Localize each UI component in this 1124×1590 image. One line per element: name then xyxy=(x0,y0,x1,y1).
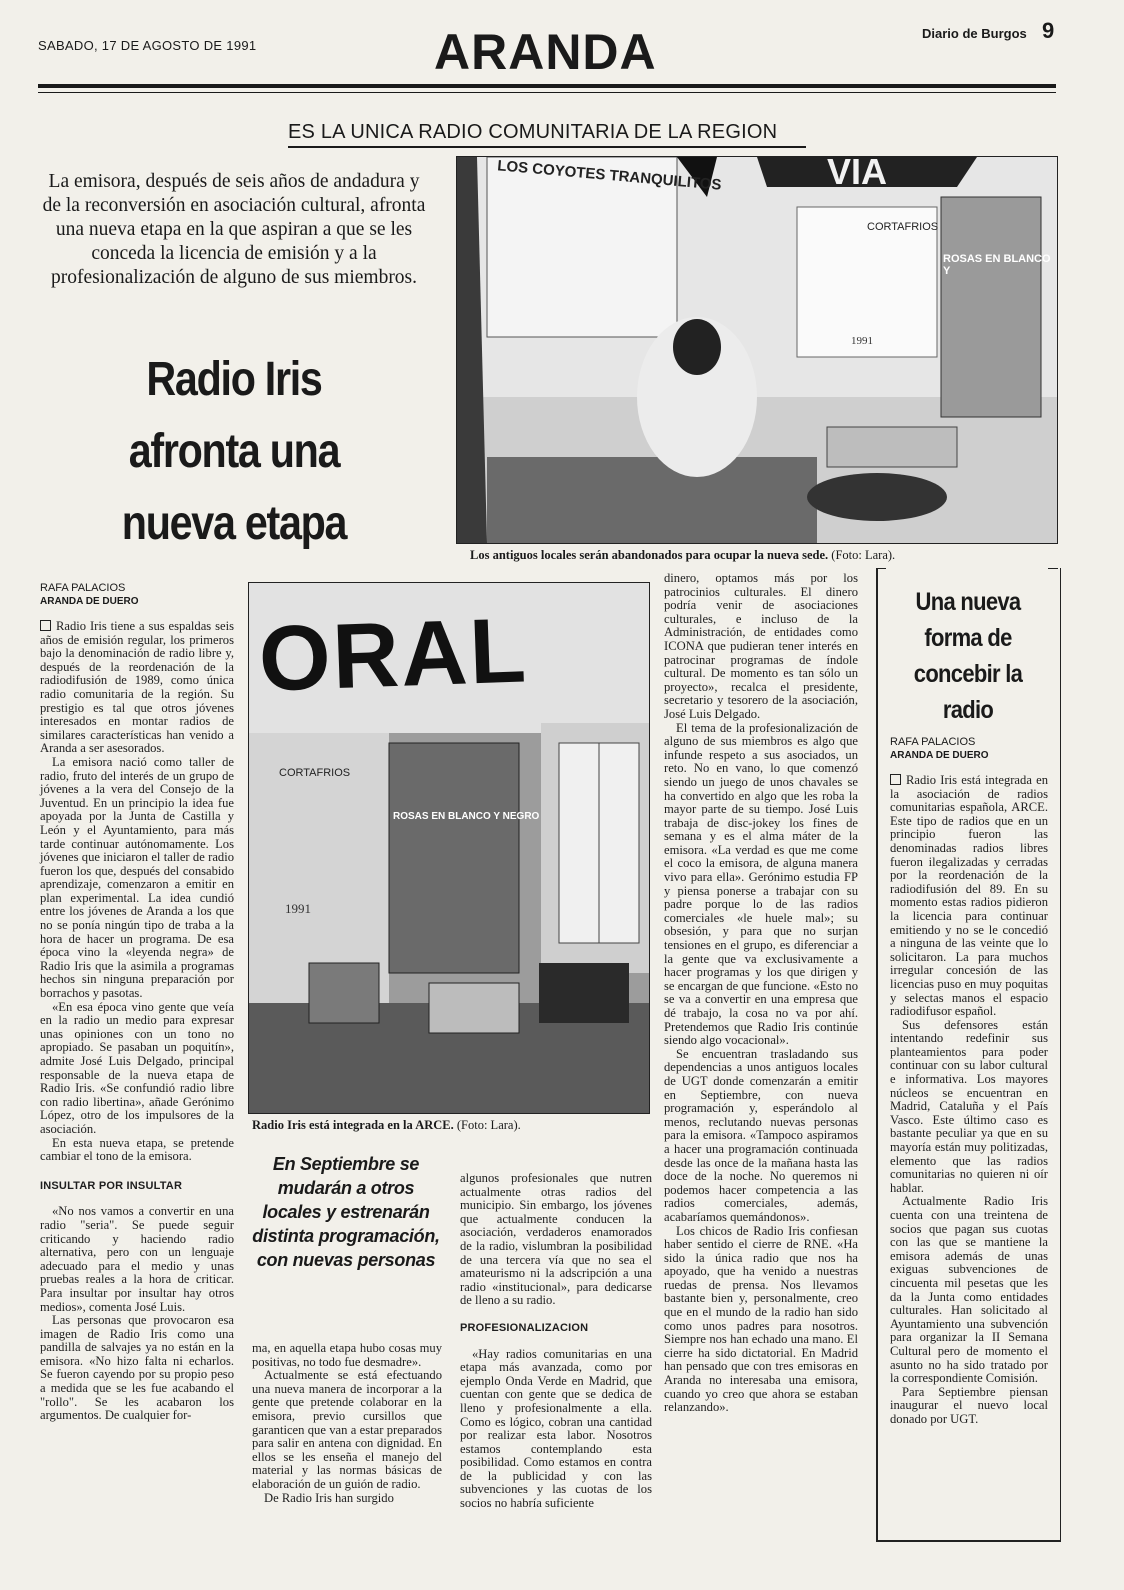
sidebar-top-rule-right xyxy=(1048,568,1058,569)
headline xyxy=(67,344,401,560)
col3-subhead: PROFESIONALIZACION xyxy=(460,1321,589,1334)
col1-paragraph-4: En esta nueva etapa, se pretende cambiar el tono de la emisora. xyxy=(40,1135,234,1164)
sidebar-paragraph-4: Para Septiembre piensan inaugurar el nuevo local donado por UGT. xyxy=(890,1384,1048,1426)
photo-sign-rosas: ROSAS EN BLANCO Y xyxy=(943,253,1051,277)
photo-sign-cortafrios: CORTAFRIOS xyxy=(867,221,939,233)
top-photo-credit: (Foto: Lara). xyxy=(831,548,896,562)
top-photo-caption-text: Los antiguos locales serán abandonados para ocupar la nueva sede. xyxy=(470,548,829,562)
col2-paragraph-1: ma, en aquella etapa hubo cosas muy positivas, no todo fue desmadre». xyxy=(252,1341,442,1369)
column-3 xyxy=(460,1172,652,1511)
sidebar-place: ARANDA DE DUERO xyxy=(890,750,989,761)
top-photo-caption xyxy=(470,548,1060,563)
sidebar-paragraph-3: Actualmente Radio Iris cuenta con una treintena de socios que pagan sus cuotas con las que se mantiene la emisora además de unas exiguas subvenciones de cincuenta mil pesetas que les da la Junta como entidades culturales. Han solicitado al Ayuntamiento una subvención para organizar la II Semana Cultural pero de momento el asunto no ha sido tratado por la correspondiente Comisión. xyxy=(890,1194,1048,1386)
col1-paragraph-1: Radio Iris tiene a sus espaldas seis años de emisión regular, los primeros bajo la denominación de radio libre y, después de la reordenación de la radiodifusión de 1989, como única radio comunitaria de la región. Su prestigio es tal que otros jóvenes interesados en montar radios de similares características han venido a Aranda a ser asesorados. xyxy=(40,619,234,756)
headline-line-2: afronta una xyxy=(128,425,340,478)
header-rule-thin xyxy=(38,92,1056,93)
col3-paragraph-2: «Hay radios comunitarias en una etapa más avanzada, como por ejemplo Onda Verde en Madrid, que cuentan con gente que se dedica de lleno y profesionalmente a ella. Como es lógico, cobran una cantidad por realizar esta labor. Nosotros estamos contemplando esta posibilidad. Como estamos en contra de la publicidad y con las subvenciones y las cuotas de los socios no habría suficiente xyxy=(460,1346,652,1511)
middle-photo-caption-text: Radio Iris está integrada en la ARCE. xyxy=(252,1118,454,1132)
col4-paragraph-4: Los chicos de Radio Iris confiesan haber sentido el cierre de RNE. «Ha sido la única radio que nos ha apoyado, que ha venido a nuestras ruedas de prensa. Nos llevamos bastante bien y, personalmente, creo que en el mundo de la radio han sido como unos padres para nosotros. Siempre nos han echado una mano. El cierre ha sido dictatorial. En Madrid han pensado que con tres emisoras en Aranda no interesaba una emisora, cuando yo creo que ahora se estaban relanzando». xyxy=(664,1223,858,1415)
byline-place: ARANDA DE DUERO xyxy=(40,596,139,607)
col1-paragraph-3: «En esa época vino gente que veía en la radio un medio para expresar unas opiniones con un tono no apropiado. Se pasaban un poquitín», admite José Luis Delgado, principal responsable de la nueva etapa de Radio Iris. «Se confundió radio libre con radio libertina», añade Gerónimo López, otro de los impulsores de la asociación. xyxy=(40,999,234,1136)
col4-paragraph-1: dinero, optamos más por los patrocinios culturales. El dinero podría venir de asociaciones culturales, e incluso de la Administración, de entidades como ICONA que pudieran tener interés en patrocinar programas de índole cultural. De momento es tan sólo un proyecto», recalca el presidente, secretario y tesorero de la asociación, José Luis Delgado. xyxy=(664,571,858,721)
deck: La emisora, después de seis años de andadura y de la reconversión en asociación cultural, afronta una nueva etapa en la que aspiran a que se les conceda la licencia de emisión y a la profesionalización de alguno de sus miembros. xyxy=(42,171,426,288)
column-4 xyxy=(664,572,858,1415)
column-2 xyxy=(252,1342,442,1505)
photo-sign-oral: ORAL xyxy=(257,599,530,711)
col1-subhead: INSULTAR POR INSULTAR xyxy=(40,1179,183,1192)
headline-line-1: Radio Iris xyxy=(146,353,322,406)
kicker: ES LA UNICA RADIO COMUNITARIA DE LA REGION xyxy=(288,121,778,143)
col4-paragraph-3: Se encuentran trasladando sus dependencias a unos antiguos locales de UGT donde comenzarán a emitir en Septiembre, con nueva programación y, esperándolo al menos, reclutando nuevas personas para la emisora. «Tampoco aspiramos a hacer una programación continuada desde las once de la mañana hasta las doce de la noche. No queremos ni podemos hacer competencia a las radios comerciales, además, acabaríamos quemándonos». xyxy=(664,1046,858,1224)
col1-paragraph-5: «No nos vamos a convertir en una radio "seria". Se puede seguir criticando y haciendo radio alternativa, pero con un lenguaje adecuado para el medio y unas pruebas reales a la hora de criticar. Para insultar por insultar hay otros medios», comenta José Luis. xyxy=(40,1204,234,1314)
photo-sign-coyotes: LOS COYOTES TRANQUILITOS xyxy=(496,157,723,194)
col4-paragraph-2: El tema de la profesionalización de alguno de sus miembros es algo que infunde respeto a sus asociados, un reto. No en vano, lo que comenzó siendo un juego de unos chavales se ha convertido en algo que les roba la mayor parte de su tiempo. José Luis trabaja de disc-jokey los fines de semana y es el alma máter de la emisora. «La verdad es que me come el coco la emisora, de alguna manera vivo para ella». Gerónimo estudia FP y piensa ponerse a trabajar con su padre porque lo de las radios comerciales «le huele mal»; su obsesión, y para que no surjan tensiones en el grupo, es diferenciar a la gente que va exclusivamente a hacer programas y los que dirigen y se encargan de que funcione. «Esto no se va a convertir en una empresa que dé trabajo, la cosa no va por ahí. Pretendemos que Radio Iris continúe siendo algo vocacional». xyxy=(664,720,858,1048)
pull-quote: En Septiembre se mudarán a otros locales y estrenarán distinta programación, con nuevas personas xyxy=(252,1154,440,1270)
photo-sign-year-2: 1991 xyxy=(285,901,311,916)
col2-paragraph-2: Actualmente se está efectuando una nueva manera de incorporar a la gente que pretende colaborar en la emisora, previo cursillos que garanticen que van a estar preparados para salir en antena con dignidad. En ellos se les enseña el manejo del material y las normas básicas de elaboración de un guión de radio. xyxy=(252,1368,442,1491)
middle-photo-credit: (Foto: Lara). xyxy=(456,1118,521,1132)
header-rule-thick xyxy=(38,84,1056,88)
col3-paragraph-1: algunos profesionales que nutren actualmente otras radios del municipio. Sin embargo, los jóvenes que actualmente conducen la asociación, verdaderos enamorados de la radio, vislumbran la posibilidad de una tercera vía que no sea el amateurismo ni la adscripción a una radio «institucional», para dedicarse de lleno a su radio. xyxy=(460,1171,652,1308)
middle-photo xyxy=(248,582,650,1114)
column-1 xyxy=(40,620,234,1423)
sidebar-paragraph-1: Radio Iris está integrada en la asociación de radios comunitarias española, ARCE. Este tipo de radios que en un principio fueron las denominadas radios libres fueron ilegalizadas y cerradas por la reordenación de la radiodifusión del 89. En su momento estas radios pidieron la licencia para continuar emitiendo y no se le concedió a ninguna de las veinte que lo solicitaron. La para muchos irregular concesión de las licencias puso en muy poquitas y selectas manos el espacio radiodifusor español. xyxy=(890,773,1048,1019)
middle-photo-caption xyxy=(252,1118,652,1133)
photo-sign-via: VIA xyxy=(827,156,888,192)
byline-author: RAFA PALACIOS xyxy=(40,582,126,594)
sidebar-text xyxy=(890,774,1048,1427)
section-title: ARANDA xyxy=(434,24,657,80)
col1-paragraph-6: Las personas que provocaron esa imagen de Radio Iris como una pandilla de salvajes ya no están en la emisora. «No hizo falta ni echarlos. Se fueron cayendo por su propio peso a medida que se les fue acabando el "rollo". Se les acabaron los argumentos. De cualquier for- xyxy=(40,1313,234,1423)
article-start-square-icon xyxy=(40,620,51,631)
page-number: 9 xyxy=(1042,18,1055,43)
sidebar-paragraph-2: Sus defensores están intentando redefinir sus planteamientos para poder continuar con su labor cultural e informativa. Los mayores núcleos se encuentran en Madrid, Cataluña y el País Vasco. Este último caso es bastante peculiar ya que en su mayoría están muy politizadas, elemento que las radios comunitarias no quieren ni oír hablar. xyxy=(890,1017,1048,1195)
sidebar-start-square-icon xyxy=(890,774,901,785)
photo-sign-cortafrios-2: CORTAFRIOS xyxy=(279,767,351,779)
sidebar-author: RAFA PALACIOS xyxy=(890,736,976,748)
newspaper-name: Diario de Burgos xyxy=(922,26,1027,41)
top-photo xyxy=(456,156,1058,544)
col1-paragraph-2: La emisora nació como taller de radio, fruto del interés de un grupo de jóvenes a la vera del Consejo de la Juventud. En un principio la idea fue apoyada por la Junta de Castilla y León y el Ayuntamiento, para más tarde continuar autónomamente. Los jóvenes que iniciaron el taller de radio fueron los que, después del consabido aprendizaje, comenzaron a emitir en plan experimental. La idea cundió entre los jóvenes de Aranda a los que no se ponía ningún tipo de traba a la hora de hacer un programa. De esa época vino la «leyenda negra» de Radio Iris que la asimila a programas hechos sin ninguna preparación por borrachos y pasotas. xyxy=(40,754,234,1001)
page-date: SABADO, 17 DE AGOSTO DE 1991 xyxy=(38,38,257,53)
sidebar-top-rule-left xyxy=(876,568,886,569)
kicker-underline xyxy=(288,146,806,148)
sidebar-title: Una nueva forma de concebir la radio xyxy=(913,588,1023,724)
photo-sign-rosas-2: ROSAS EN BLANCO Y NEGRO xyxy=(393,811,540,822)
photo-sign-year: 1991 xyxy=(851,335,873,347)
col2-paragraph-3: De Radio Iris han surgido xyxy=(264,1490,394,1505)
headline-line-3: nueva etapa xyxy=(121,497,347,550)
